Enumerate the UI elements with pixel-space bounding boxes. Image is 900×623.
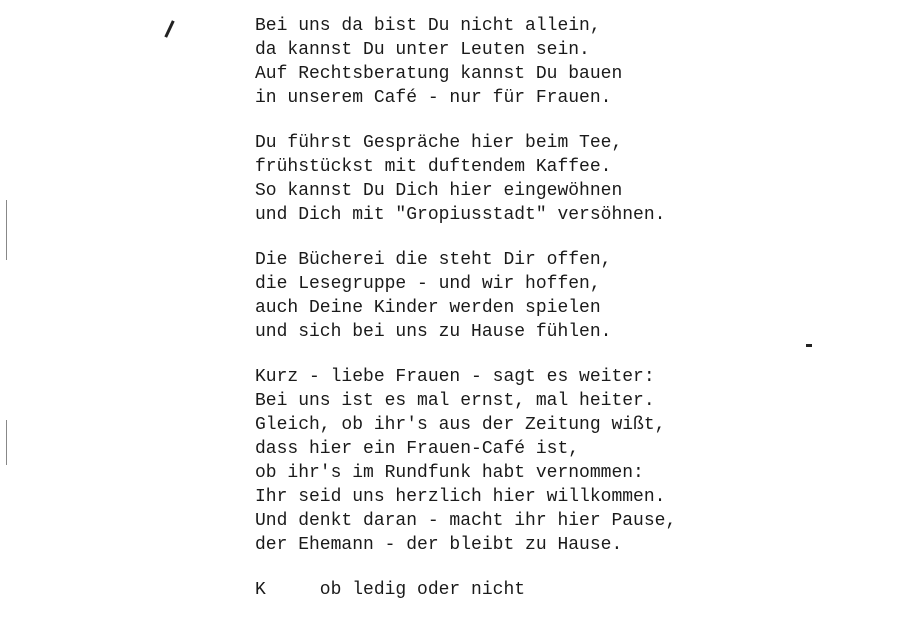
stanza xyxy=(255,578,676,602)
poem-line: Du führst Gespräche hier beim Tee, xyxy=(255,133,623,153)
pen-mark xyxy=(164,20,174,38)
stanza xyxy=(255,365,676,557)
poem-line: Und denkt daran - macht ihr hier Pause, xyxy=(255,511,677,531)
poem-line: der Ehemann - der bleibt zu Hause. xyxy=(255,535,623,555)
poem-line: die Lesegruppe - und wir hoffen, xyxy=(255,274,601,294)
speck xyxy=(806,344,812,347)
margin-mark xyxy=(6,200,7,260)
poem-line: Ihr seid uns herzlich hier willkommen. xyxy=(255,487,666,507)
stanza xyxy=(255,131,676,227)
stanza xyxy=(255,248,676,344)
poem-line: in unserem Café - nur für Frauen. xyxy=(255,88,612,108)
poem-line: und Dich mit "Gropiusstadt" versöhnen. xyxy=(255,205,666,225)
poem-line: ob ihr's im Rundfunk habt vernommen: xyxy=(255,463,644,483)
poem-line: auch Deine Kinder werden spielen xyxy=(255,298,601,318)
poem-line: da kannst Du unter Leuten sein. xyxy=(255,40,590,60)
poem-line: Bei uns ist es mal ernst, mal heiter. xyxy=(255,391,655,411)
poem-line: So kannst Du Dich hier eingewöhnen xyxy=(255,181,623,201)
poem-line: Die Bücherei die steht Dir offen, xyxy=(255,250,612,270)
margin-mark xyxy=(6,420,7,465)
poem-line: dass hier ein Frauen-Café ist, xyxy=(255,439,580,459)
poem-text xyxy=(255,14,676,623)
poem-line: Bei uns da bist Du nicht allein, xyxy=(255,16,601,36)
poem-line: Gleich, ob ihr's aus der Zeitung wißt, xyxy=(255,415,666,435)
stanza xyxy=(255,14,676,110)
poem-line: K ob ledig oder nicht xyxy=(255,580,526,600)
poem-line: Kurz - liebe Frauen - sagt es weiter: xyxy=(255,367,655,387)
poem-line: frühstückst mit duftendem Kaffee. xyxy=(255,157,612,177)
poem-line: Auf Rechtsberatung kannst Du bauen xyxy=(255,64,623,84)
poem-line: und sich bei uns zu Hause fühlen. xyxy=(255,322,612,342)
